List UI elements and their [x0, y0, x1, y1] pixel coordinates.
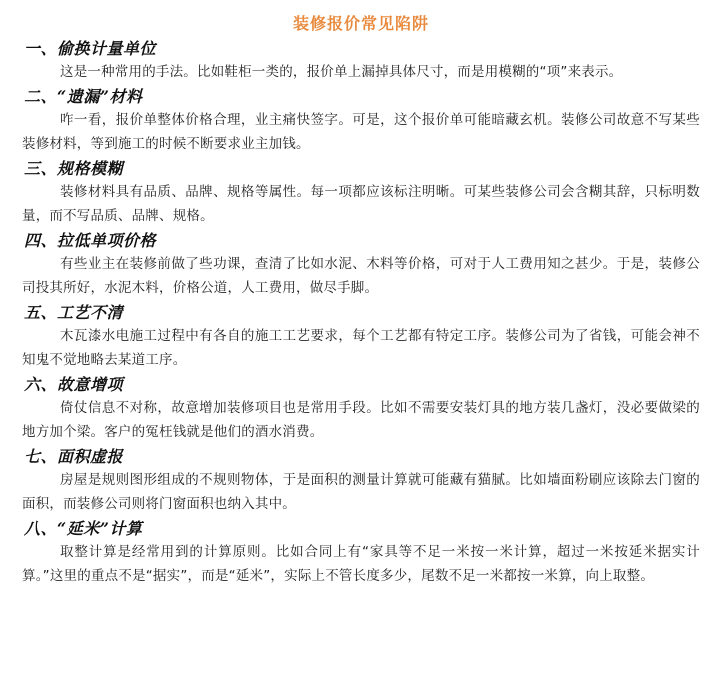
section-1: [22, 38, 700, 84]
page-title: 装修报价常见陷阱: [292, 14, 429, 33]
section-5: [22, 302, 700, 372]
section-body: 装修材料具有品质、品牌、规格等属性。每一项都应该标注明晰。可某些装修公司会含糊其辞，只标明数量，而不写品质、品牌、规格。: [22, 184, 700, 224]
section-6: [22, 374, 700, 444]
section-heading: 六、故意增项: [24, 375, 124, 394]
section-body: 取整计算是经常用到的计算原则。比如合同上有“家具等不足一米按一米计算，超过一米按延米据实计算。”这里的重点不是“据实”，而是“延米”，实际上不管长度多少，尾数不足一米都按一米算，向上取整。: [22, 544, 700, 584]
section-heading: 七、面积虚报: [24, 447, 124, 466]
section-heading: 二、“遗漏”材料: [24, 87, 143, 106]
section-body: 房屋是规则图形组成的不规则物体，于是面积的测量计算就可能藏有猫腻。比如墙面粉刷应该除去门窗的面积，而装修公司则将门窗面积也纳入其中。: [22, 472, 700, 512]
section-4: [22, 230, 700, 300]
section-7: [22, 446, 700, 516]
section-heading: 五、工艺不清: [24, 303, 124, 322]
section-heading: 一、偷换计量单位: [24, 39, 157, 58]
section-body: 这是一种常用的手法。比如鞋柜一类的，报价单上漏掉具体尺寸，而是用模糊的“项”来表示。: [60, 64, 623, 80]
section-heading: 八、“延米”计算: [24, 519, 143, 538]
section-heading: 三、规格模糊: [24, 159, 124, 178]
section-body: 木瓦漆水电施工过程中有各自的施工工艺要求，每个工艺都有特定工序。装修公司为了省钱，可能会神不知鬼不觉地略去某道工序。: [22, 328, 700, 368]
section-body: 有些业主在装修前做了些功课，查清了比如水泥、木料等价格，可对于人工费用知之甚少。于是，装修公司投其所好，水泥木料，价格公道，人工费用，做尽手脚。: [22, 256, 700, 296]
section-body: 咋一看，报价单整体价格合理，业主痛快签字。可是，这个报价单可能暗藏玄机。装修公司故意不写某些装修材料，等到施工的时候不断要求业主加钱。: [22, 112, 700, 152]
section-2: [22, 86, 700, 156]
section-heading: 四、拉低单项价格: [24, 231, 157, 250]
section-body: 倚仗信息不对称，故意增加装修项目也是常用手段。比如不需要安装灯具的地方装几盏灯，没必要做梁的地方加个梁。客户的冤枉钱就是他们的酒水消费。: [22, 400, 700, 440]
section-3: [22, 158, 700, 228]
section-8: [22, 518, 700, 588]
